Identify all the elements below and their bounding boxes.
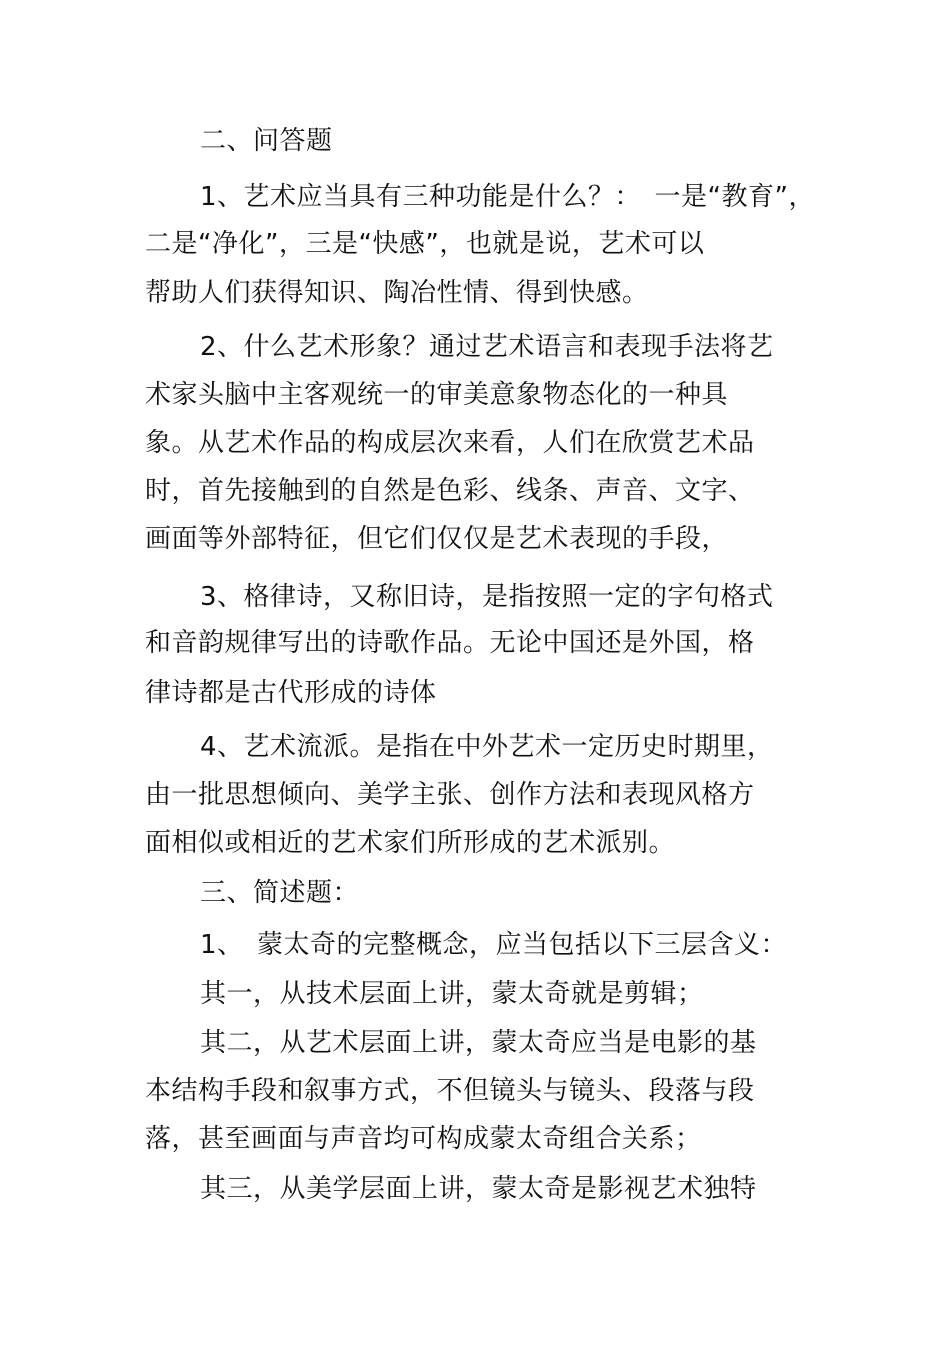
q3-line-2: 和音韵规律写出的诗歌作品。无论中国还是外国，格 (145, 628, 755, 658)
heading-qa: 二、问答题 (200, 126, 333, 156)
q4-line-1: 4、艺术流派。是指在中外艺术一定历史时期里， (200, 732, 774, 762)
s1-line-5: 落，甚至画面与声音均可构成蒙太奇组合关系； (145, 1124, 702, 1154)
s1-line-4: 本结构手段和叙事方式，不但镜头与镜头、段落与段 (145, 1076, 755, 1106)
s1-line-6: 其三，从美学层面上讲，蒙太奇是影视艺术独特 (200, 1174, 757, 1204)
q1-line-3: 帮助人们获得知识、陶冶性情、得到快感。 (145, 278, 649, 308)
s1-line-3: 其二，从艺术层面上讲，蒙太奇应当是电影的基 (200, 1028, 757, 1058)
q2-line-4: 时，首先接触到的自然是色彩、线条、声音、文字、 (145, 476, 755, 506)
q2-line-5: 画面等外部特征，但它们仅仅是艺术表现的手段， (145, 524, 729, 554)
q4-line-3: 面相似或相近的艺术家们所形成的艺术派别。 (145, 828, 676, 858)
q2-line-3: 象。从艺术作品的构成层次来看，人们在欣赏艺术品 (145, 428, 755, 458)
q4-line-2: 由一批思想倾向、美学主张、创作方法和表现风格方 (145, 780, 755, 810)
q2-line-2: 术家头脑中主客观统一的审美意象物态化的一种具 (145, 380, 729, 410)
q1-line-1: 1、艺术应当具有三种功能是什么？： 一是“教育”， (200, 182, 815, 212)
q3-line-3: 律诗都是古代形成的诗体 (145, 678, 437, 708)
s1-line-1: 1、 蒙太奇的完整概念，应当包括以下三层含义： (200, 930, 788, 960)
heading-short-answer: 三、简述题： (200, 878, 360, 908)
s1-line-2: 其一，从技术层面上讲，蒙太奇就是剪辑； (200, 979, 704, 1009)
q2-line-1: 2、什么艺术形象？通过艺术语言和表现手法将艺 (200, 332, 774, 362)
q3-line-1: 3、格律诗，又称旧诗，是指按照一定的字句格式 (200, 582, 774, 612)
q1-line-2: 二是“净化”，三是“快感”，也就是说，艺术可以 (145, 229, 705, 259)
